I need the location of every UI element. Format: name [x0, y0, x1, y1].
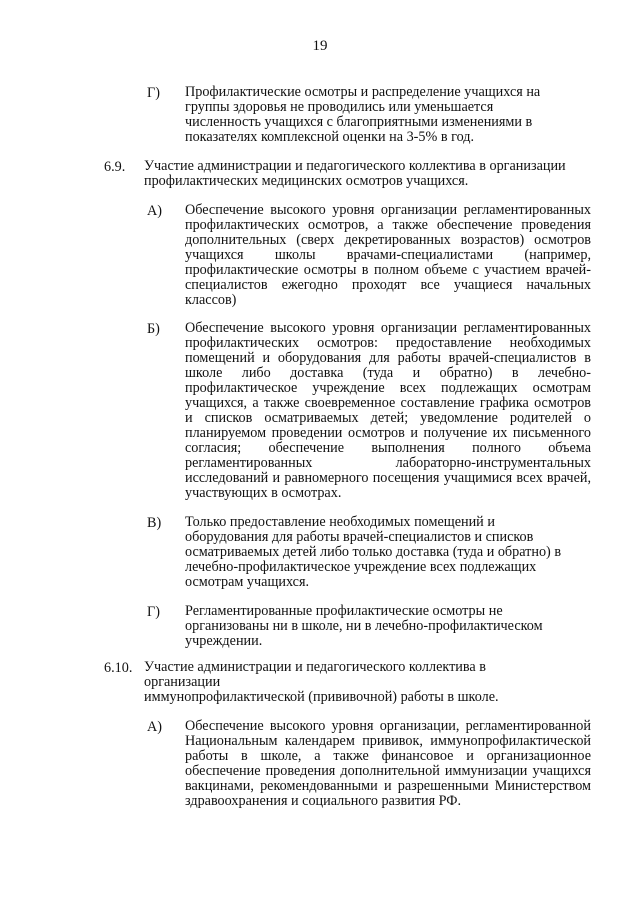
option-label: В)	[147, 515, 162, 531]
section-heading	[144, 159, 594, 189]
text-line: численность учащихся с благоприятными изменениями в	[185, 114, 533, 130]
option-text	[185, 604, 605, 649]
option-label: А)	[147, 719, 162, 735]
item-label: Г)	[147, 85, 160, 101]
text-line: Регламентированные профилактические осмотры не	[185, 603, 503, 619]
option-text: Обеспечение высокого уровня организации регламентированных профилактических осмотров: предоставление необходимых помещений и оборудования для работы врачей-специалистов в школе либо доставка (туда и обратно) в лечебно-профилактическое учреждение всех подлежащих осмотрам учащихся, а также своевременное составление графика осмотров и списков осматриваемых детей; уведомление родителей о планируемом проведении осмотров и получение их письменного согласия; обеспечение выполнения полного объема регламентированных лабораторно-инструментальных исследований и равномерного посещения учащимися всех врачей, участвующих в осмотрах.	[185, 320, 591, 501]
text-line: оборудования для работы врачей-специалистов и списков	[185, 529, 534, 545]
option-label: Г)	[147, 604, 160, 620]
option-label: Б)	[147, 321, 160, 337]
text-line: группы здоровья не проводились или уменьшается	[185, 99, 494, 115]
section-number: 6.9.	[104, 159, 126, 175]
option-text: Обеспечение высокого уровня организации регламентированных профилактических осмотров, а также обеспечение проведения дополнительных (сверх декретированных возрастов) осмотров учащихся школы врачами-специалистами (например, профилактические осмотры в полном объеме с участием врачей-специалистов ежегодно проходят все учащиеся начальных классов)	[185, 202, 591, 308]
option-text	[185, 515, 605, 590]
text-line: иммунопрофилактической (прививочной) работы в школе.	[144, 689, 499, 705]
text-line: учреждении.	[185, 633, 263, 649]
item-text	[185, 85, 575, 145]
text-line: Только предоставление необходимых помещений и	[185, 514, 495, 530]
text-line: Участие администрации и педагогического коллектива в	[144, 659, 486, 675]
text-line: осмотрам учащихся.	[185, 574, 310, 590]
text-line: организованы ни в школе, ни в лечебно-профилактическом	[185, 618, 543, 634]
option-text: Обеспечение высокого уровня организации, регламентированной Национальным календарем прививок, иммунопрофилактической работы в школе, а также финансовое и организационное обеспечение проведения дополнительной иммунизации учащихся вакцинами, рекомендованными и разрешенными Министерством здравоохранения и социального развития РФ.	[185, 718, 591, 809]
text-line: лечебно-профилактическое учреждение всех подлежащих	[185, 559, 537, 575]
text-line: осматриваемых детей либо только доставка (туда и обратно) в	[185, 544, 562, 560]
text-line: Профилактические осмотры и распределение учащихся на	[185, 84, 541, 100]
page-number: 19	[312, 38, 328, 54]
text-line: показателях комплексной оценки на 3-5% в год.	[185, 129, 475, 145]
text-line: профилактических медицинских осмотров учащихся.	[144, 173, 469, 189]
option-label: А)	[147, 203, 162, 219]
text-line: Участие администрации и педагогического коллектива в организации	[144, 158, 566, 174]
text-line: организации	[144, 674, 221, 690]
section-heading	[144, 660, 594, 705]
section-number: 6.10.	[104, 660, 133, 676]
